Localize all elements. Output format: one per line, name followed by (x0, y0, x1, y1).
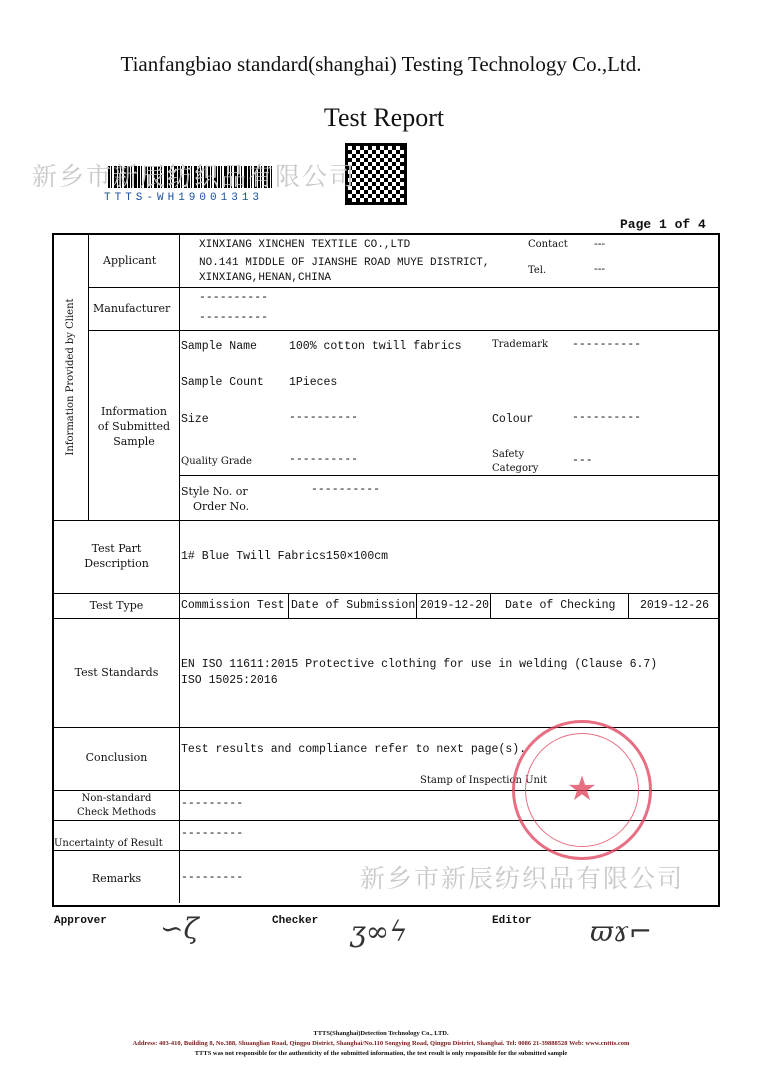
report-number: TTTS-WH19001313 (104, 192, 264, 204)
safety-category-value: --- (572, 454, 593, 467)
test-part-label (54, 541, 179, 571)
submission-date-label: Date of Submission (291, 599, 416, 612)
label-line: Style No. or (181, 485, 248, 498)
checking-date-value: 2019-12-26 (640, 599, 710, 612)
contact-label: Contact (528, 239, 568, 250)
label-line: Non-standard (81, 793, 152, 804)
watermark: 新乡市新辰纺织品有限公司 (32, 162, 357, 191)
test-standard-1: EN ISO 11611:2015 Protective clothing for use in welding (Clause 6.7) (181, 658, 658, 671)
inspection-stamp: ★ (512, 720, 652, 860)
nonstandard-value: --------- (181, 797, 244, 810)
sample-name-label: Sample Name (181, 340, 257, 353)
footer-company: TTTS(Shanghai)Detection Technology Co., LTD. (313, 1030, 449, 1037)
page-number: Page 1 of 4 (620, 217, 706, 232)
test-part-value: 1# Blue Twill Fabrics150×100cm (181, 550, 389, 563)
applicant-name: XINXIANG XINCHEN TEXTILE CO.,LTD (199, 239, 411, 251)
test-standards-label: Test Standards (74, 666, 159, 679)
size-label: Size (181, 413, 209, 426)
applicant-label: Applicant (103, 254, 157, 267)
footer-address: Address: 403-410, Building 8, No.388, Shuanglian Road, Qingpu District, Shanghai/No.110 Songying Road, Qingpu District, Shanghai. Tel: 0086 21-39888528 Web: www.cnttts.com (132, 1040, 630, 1047)
side-label: Information Provided by Client (65, 298, 76, 456)
label-line: Safety (492, 449, 525, 460)
test-standard-2: ISO 15025:2016 (181, 674, 278, 687)
label-line: of Submitted (97, 420, 171, 433)
checking-date-label: Date of Checking (505, 599, 616, 612)
applicant-address-2: XINXIANG,HENAN,CHINA (199, 272, 332, 284)
conclusion-value: Test results and compliance refer to next page(s). (181, 743, 527, 756)
remarks-value: --------- (181, 871, 244, 884)
sample-count-label: Sample Count (181, 376, 264, 389)
label-line: Category (492, 463, 539, 474)
style-no-label (181, 484, 249, 514)
approver-label: Approver (54, 915, 107, 927)
nonstandard-label (54, 792, 179, 820)
checker-label: Checker (272, 915, 319, 927)
label-line: Information (100, 405, 168, 418)
conclusion-label: Conclusion (85, 751, 148, 764)
manufacturer-line1: ---------- (199, 291, 269, 304)
uncertainty-value: --------- (181, 827, 244, 840)
colour-value: ---------- (572, 411, 642, 424)
label-line: Order No. (193, 500, 250, 513)
checker-signature: ʒ∞ϟ (350, 915, 408, 948)
watermark-2: 新乡市新辰纺织品有限公司 (360, 864, 685, 893)
company-name: Tianfangbiao standard(shanghai) Testing Technology Co.,Ltd. (120, 52, 642, 76)
test-type-value: Commission Test (181, 599, 285, 612)
manufacturer-label: Manufacturer (93, 302, 171, 315)
tel-value: --- (594, 262, 606, 275)
editor-label: Editor (492, 915, 532, 927)
label-line: Check Methods (76, 807, 157, 818)
editor-signature: ϖɤ⌐ (590, 915, 653, 948)
sample-name-value: 100% cotton twill fabrics (289, 340, 462, 353)
quality-grade-value: ---------- (289, 453, 359, 466)
stamp-label: Stamp of Inspection Unit (420, 775, 548, 786)
safety-category-label (492, 448, 538, 476)
label-line: Description (84, 557, 149, 570)
test-type-label: Test Type (89, 599, 144, 612)
tel-label: Tel. (528, 265, 547, 276)
submission-date-value: 2019-12-20 (420, 599, 490, 612)
manufacturer-line2: ---------- (199, 311, 269, 324)
style-no-value: ---------- (311, 483, 381, 496)
approver-signature: ∽ζ (160, 912, 199, 945)
sample-info-label (90, 404, 178, 449)
contact-value: --- (594, 237, 606, 250)
quality-grade-label: Quality Grade (181, 456, 252, 467)
footer-disclaimer: TTTS was not responsible for the authenticity of the submitted information, the test result is only responsible for the submitted sample (194, 1050, 568, 1057)
sample-count-value: 1Pieces (289, 376, 338, 389)
size-value: ---------- (289, 411, 359, 424)
trademark-label: Trademark (492, 339, 549, 350)
applicant-address: NO.141 MIDDLE OF JIANSHE ROAD MUYE DISTRICT, (199, 257, 490, 269)
label-line: Sample (113, 435, 155, 448)
remarks-label: Remarks (91, 872, 142, 885)
uncertainty-label: Uncertainty of Result (54, 838, 163, 849)
trademark-value: ---------- (572, 338, 642, 351)
colour-label: Colour (492, 413, 534, 426)
report-title: Test Report (323, 103, 445, 132)
label-line: Test Part (91, 542, 142, 555)
